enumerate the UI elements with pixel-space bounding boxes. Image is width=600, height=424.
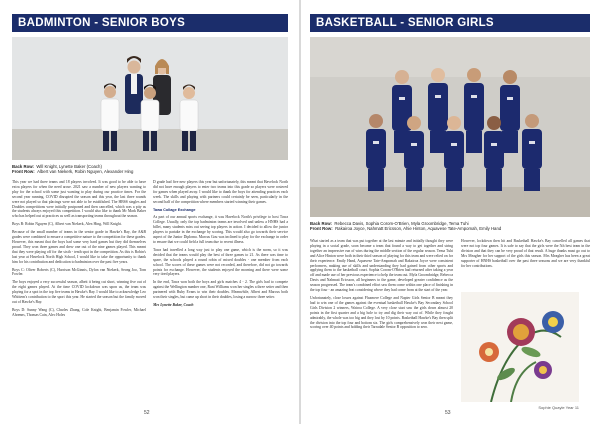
paragraph: Unfortunately, close losses against Flaxmere College and Napier Girls Senior B meant they had to win one of the games against the eventual basketball Hawke's Bay Secondary School Girls Division 2 winners, Wairoa College. A very close start saw the girls down almost 20 points in the first quarter and a big hole to try and dig their way out of. While they fought admirably, the whole was too big and they lost by 10 points. Basketball Hawke's Bay then split the division into the top four and bottom six. The girls comprehensively won their next game, scoring over 40 points and holding their Tarradale Senior B opposition to zero. — [310, 295, 453, 330]
paragraph: Boys C: Oliver Roberts (C), Harrison McGinnis, Dylon van Niekerk, Seong Joo, Tom Fowler. — [12, 267, 146, 277]
paragraph: Boys D: Sunny Wang (C), Charles Zhang, Cole Knight, Benjamin Fowler, Michael Ahrenns, Thomas Cain, Alec Holes — [12, 307, 146, 317]
photo-caption-badminton — [12, 164, 288, 174]
paragraph: D grade had five new players this year but unfortunately, this meant that Havelock North did not have enough players to enter two teams into this grade so players were rostered for games when played away. I would like to thank the boys for attending practices each week. The skills and playing with partners could certainly be seen, particularly in the second half of the competition where members started winning their games. — [153, 180, 288, 204]
author-signature: Mrs Lynette Baker, Coach — [153, 302, 194, 307]
article-column-2 — [461, 239, 590, 271]
article-column-2 — [153, 180, 288, 311]
article-column-1 — [12, 180, 146, 321]
paragraph: In the end, Tawa won both the boys and girls matches 4 - 2. The girls had to compete against the Wellington number one, Rani Williams won her singles a three setter and then partnered with Ruby Evans to win their doubles. Meanwhile, Albert and Marcus both won their singles, but came up short in their doubles, losing a narrow three setter. — [153, 280, 288, 300]
paragraph: However, lockdown then hit and Basketball Hawke's Bay cancelled all games that were not top four games. It is safe to say that the girls were the 5th best team in the division and that they can be very proud of that result. A huge thanks must go out to Mrs Meagher for her support of the girls this season. Mrs Meagher has been a great supporter of HNHS basketball over the past three seasons and we are very thankful for her contributions. — [461, 239, 590, 268]
caption-front-label: Front Row: — [310, 226, 333, 232]
artwork-credit: Sophie Quayle Year 11 — [538, 405, 579, 410]
paragraph: This year we had three teams and 18 players involved. It was good to be able to have extra players for when the need arose. 2021 saw a number of new players wanting to play for the school with some just wanting to play during our practice times. For the second year running, COVID disrupted the season and this year, the last three rounds were not played so that placings were not able to be established. The HBSS singles and Doubles competitions were initially postponed and then cancelled, which was a pity as the students always enjoyed this competition. I would also like to thank Mr Mark Baker who has helped out at practices as well as transporting teams throughout the season. — [12, 180, 146, 219]
paragraph: What started as a team that was put together at the last minute and initially thought they were playing in a social grade, soon became a team that found a way to get together and string together an impressive run of wins during the middle section of the regular season. Tema Tuhi and Alice Hinton were both in their third season of playing for this team and were relied on for their experience. Emily Hand, Aquavese Tate-Ampomah and Rakairoa Joyce were consistent performers, making use of skills and understanding they had gained from other sports and applying them to the basketball court. Sophia Corom-O'Brien had returned after taking a year off and made use of her previous experience to help the team out. Myla Groombridge, Rebecca Davis and Nahmatt Ericsson, all beginners to the game, developed greater confidence as the season progressed. The team's combined effort saw them come within one place of finishing in the top four - an amazing feat considering where they had come from at the start of the year. — [310, 239, 453, 293]
basketball-team-photo-image — [310, 37, 590, 217]
paragraph: As part of our annual sports exchange, it was Havelock North's privilege to host Tawa College. Usually, only the top badminton teams are involved and unless a HNHS had a billet, many students miss out seeing top players in action. I decided to allow the junior players to partake in the exchange by scoring. This would also go towards their service aspect of the Junior Diploma. Marcus Gou was inclined to play for the exchange in order to ensure that we could field a full team due to recent illness. — [153, 215, 288, 244]
paragraph: Boys B: Robin Nguyen (C), Albert van Niekerk, Alex Hing, Will Knight. — [12, 222, 122, 227]
student-artwork — [461, 292, 579, 402]
page-right — [301, 0, 600, 424]
caption-front-label: Front Row: — [12, 169, 35, 175]
paragraph: Tawa had travelled a long way just to play one game, which is the norm, so it was decided that the teams would play the best of three games to 21. As there was time to spare, the schools played a round robin of mixed doubles - one member from each school. The scores of these games were not recorded, and therefore, did not go towards points for exchange. However, the students enjoyed the morning and there were some very tired players. — [153, 247, 288, 277]
caption-front-names: Rakairoa Joyce, Nahmatt Ericsson, Ahie Hinton, Aquavese Tate-Ampomah, Emily Hand — [335, 226, 502, 232]
caption-front-names: Albert van Niekerk, Robin Nguyen, Alexander Hing — [37, 169, 134, 175]
page-number-right: 53 — [445, 410, 451, 416]
section-title-badminton: BADMINTON - SENIOR BOYS — [12, 14, 288, 32]
team-photo-basketball — [310, 37, 590, 217]
caption-back-label: Back Row: — [12, 164, 34, 169]
flower-artwork-image — [461, 292, 579, 402]
section-title-basketball: BASKETBALL - SENIOR GIRLS — [310, 14, 590, 32]
badminton-team-photo-image — [12, 37, 288, 160]
subheading-exchange: Tawa Collage Exchange — [153, 207, 196, 212]
page-left — [0, 0, 299, 424]
caption-back-label: Back Row: — [310, 221, 332, 226]
page-number-left: 52 — [144, 410, 150, 416]
article-column-1 — [310, 239, 453, 333]
caption-back-names: Rebecca Davis, Sophia Corom-O'Brien, Myla Groombridge, Tema Tuhi — [334, 221, 469, 226]
team-photo-badminton — [12, 37, 288, 160]
photo-caption-basketball — [310, 221, 590, 231]
paragraph: The boys enjoyed a very successful season, albeit it being cut short, winning five out of the eight games played. At the time COVID lockdown was upon us, the team was playing for a spot in the top five teams in Hawke's Bay. I would like to acknowledge Leo Whittem's contribution to the sport this year. He started the season but the family moved out of Hawke's Bay. — [12, 280, 146, 304]
caption-back-names: Will Knight, Lynette Baker (Coach) — [36, 164, 102, 169]
paragraph: Because of the small number of teams in the senior grade in Hawke's Bay, the A&B grades were combined to ensure a competitive nature to the competition for these grades. However, this meant that the boys had some very hard games but they did themselves proud. They won three games and drew one out of the nine games played. This meant that they were playing off for the sixth - tenth spot in the competition. As this is Robin's last year at Havelock North High School, I would like to take the opportunity to thank him for his contribution and dedication to badminton over the past five years. — [12, 230, 146, 264]
